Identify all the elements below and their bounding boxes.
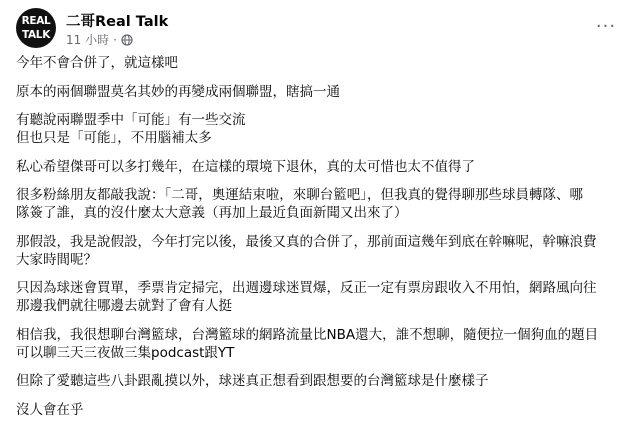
- post-line: 隊簽了誰，真的沒什麼太大意義（再加上最近負面新聞又出來了）: [16, 205, 408, 221]
- post-paragraph: [16, 83, 626, 101]
- post-paragraph: [16, 401, 626, 419]
- post-paragraph: [16, 186, 626, 222]
- post-paragraph: [16, 54, 626, 72]
- post-line: 可以聊三天三夜做三集podcast跟YT: [16, 344, 235, 361]
- post-body: [16, 54, 626, 429]
- more-options-icon[interactable]: ···: [595, 15, 617, 37]
- post-line: 相信我，我很想聊台灣籃球，台灣籃球的網路流量比NBA還大，誰不想聊，隨便拉一個狗血的題目: [16, 326, 599, 343]
- post-line: 但也只是「可能」，不用腦補太多: [16, 130, 212, 146]
- post-line: 那假設，我是說假設，今年打完以後，最後又真的合併了，那前面這幾年到底在幹嘛呢，幹嘛浪費: [16, 233, 597, 250]
- post-paragraph: [16, 372, 626, 390]
- post-header: [16, 8, 624, 48]
- post-timestamp[interactable]: 11 小時: [66, 33, 110, 47]
- globe-icon: [121, 34, 133, 46]
- post-line: 今年不會合併了，就這樣吧: [16, 55, 178, 71]
- post-paragraph: [16, 158, 626, 176]
- post-line: 很多粉絲朋友都敲我說：「二哥，奧運結束啦，來聊台籃吧」，但我真的覺得聊那些球員轉隊、哪: [16, 187, 583, 203]
- avatar-logo-text: REAL: [21, 15, 51, 27]
- post-line: 沒人會在乎: [16, 401, 84, 418]
- meta-separator: ·: [113, 32, 117, 47]
- post-paragraph: [16, 111, 626, 147]
- avatar[interactable]: [16, 8, 56, 48]
- post-line: 那邊我們就往哪邊去就對了會有人挺: [16, 298, 232, 314]
- post-line: 但除了愛聽這些八卦跟亂摸以外，球迷真正想看到跟想要的台灣籃球是什麼樣子: [16, 373, 489, 389]
- post-line: 私心希望傑哥可以多打幾年，在這樣的環境下退休，真的太可惜也太不值得了: [16, 158, 475, 175]
- post-line: 大家時間呢？: [16, 251, 97, 268]
- post-line: 有聽說兩聯盟季中「可能」有一些交流: [16, 112, 246, 128]
- post-line: 只因為球迷會買單，季票肯定掃完，出週邊球迷買爆，反正一定有票房跟收入不用怕，網路風向往: [16, 280, 597, 296]
- post-paragraph: [16, 326, 626, 362]
- post-line: 原本的兩個聯盟莫名其妙的再變成兩個聯盟，瞎搞一通: [16, 83, 340, 100]
- post-paragraph: [16, 233, 626, 269]
- author-name[interactable]: 二哥Real Talk: [66, 14, 169, 30]
- avatar-logo-text: TALK: [21, 29, 51, 41]
- post-paragraph: [16, 279, 626, 315]
- post-meta: [66, 31, 133, 48]
